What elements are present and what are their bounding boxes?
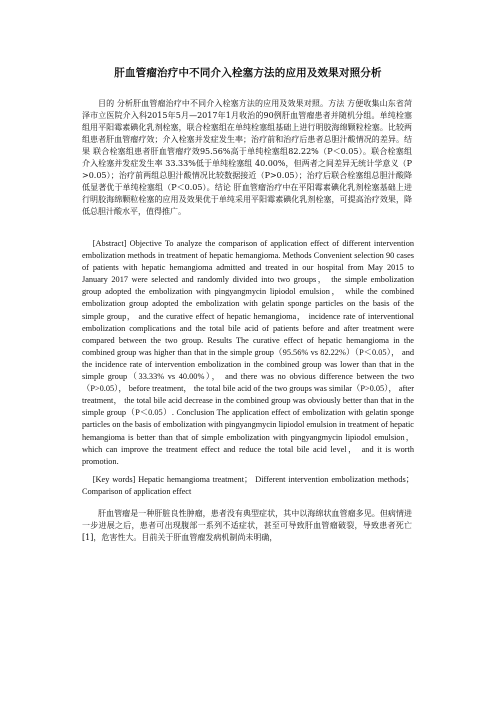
paper-title: 肝血管瘤治疗中不同介入栓塞方法的应用及效果对照分析 — [114, 67, 382, 79]
body-paragraph: 肝血管瘤是一种肝脏良性肿瘤，患者没有典型症状，其中以海绵状血管瘤多见。但病情进一步进展之后，患者可出现腹部一系列不适症状，甚至可导致肝血管瘤破裂，导致患者死亡[1]，危害性大。目前关于肝血管瘤发病机制尚未明确， — [82, 509, 412, 543]
english-abstract: [Abstract] Objective To analyze the comparison of application effect of different intervention embolization methods in treatment of hepatic hemangioma. Methods Convenient selection 90 cases of patients with hepatic hemangioma admitted and treated in our hospital from May 2015 to January 2017 were selected and randomly divided into two groups， the simple embolization group adopted the embolization with pingyangmycin lipiodol emulsion， while the combined embolization group adopted the embolization with gelatin sponge particles on the basis of the simple group， and the curative effect of hepatic hemangioma， incidence rate of interventional embolization complications and the total bile acid of patients before and after treatment were compared between the two group. Results The curative effect of hepatic hemangioma in the combined group was higher than that in the simple group（95.56% vs 82.22%）（P＜0.05）， and the incidence rate of intervention embolization in the combined group was lower than that in the simple group（33.33% vs 40.00%）， and there was no obvious difference between the two （P>0.05）， before treatment， the total bile acid of the two groups was similar（P>0.05）， after treatment， the total bile acid decrease in the combined group was obviously better than that in the simple group（P＜0.05）. Conclusion The application effect of embolization with gelatin sponge particles on the basis of embolization with pingyangmycin lipiodol emulsion in treatment of hepatic hemangioma is better than that of simple embolization with pingyangmycin lipiodol emulsion， which can improve the treatment effect and reduce the total bile acid level， and it is worth promotion. — [82, 239, 414, 466]
english-keywords: [Key words] Hepatic hemangioma treatment； Different intervention embolization methods； Comparison of application effect — [82, 475, 414, 497]
chinese-abstract: 目的 分析肝血管瘤治疗中不同介入栓塞方法的应用及效果对照。方法 方便收集山东省菏泽市立医院介入科2015年5月—2017年1月收治的90例肝血管瘤患者并随机分组。单纯栓塞组用平阳霉素碘化乳剂栓塞，联合栓塞组在单纯栓塞组基础上进行明胶海绵颗粒栓塞。比较两组患者肝血管瘤疗效；介入栓塞并发症发生率；治疗前和治疗后患者总胆汁酸情况的差异。结果 联合栓塞组患者肝血管瘤疗效95.56%高于单纯栓塞组82.22%（P＜0.05）。联合栓塞组介入栓塞并发症发生率 33.33%低于单纯栓塞组 40.00%，但两者之间差异无统计学意义（P>0.05）；治疗前两组总胆汁酸情况比较数据接近（P>0.05）；治疗后联合栓塞组总胆汁酸降低显著优于单纯栓塞组（P＜0.05）。结论 肝血管瘤治疗中在平阳霉素碘化乳剂栓塞基础上进行明胶海绵颗粒栓塞的应用及效果优于单纯采用平阳霉素碘化乳剂栓塞，可提高治疗效果，降低总胆汁酸水平，值得推广。 — [82, 99, 412, 217]
